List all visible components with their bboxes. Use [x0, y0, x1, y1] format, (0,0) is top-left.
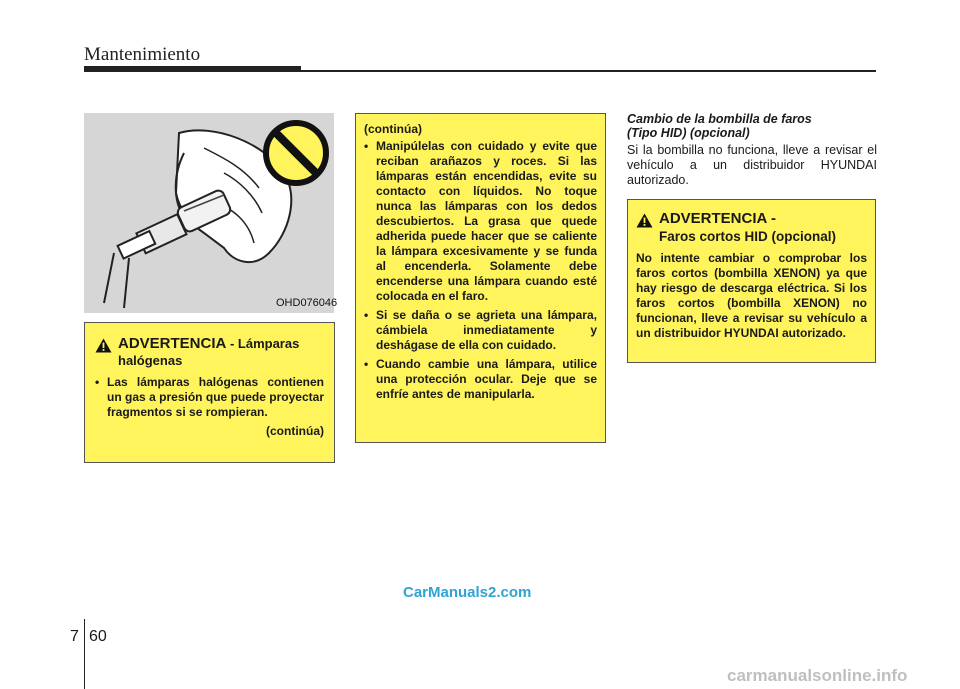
list-item: • Manipúlelas con cuidado y evite que reciban arañazos y roces. Si las lámparas están encendidas, evite su contacto con líquidos. No toque nunca las lámparas con los dedos descubiertos. La grasa que quede adherida puede hacer que se caliente la lámpara excesivamente y se funda al encenderla. Solamente debe encenderse una lámpara cuando esté colocada en el faro.: [364, 139, 597, 304]
warning-title-line2: Faros cortos HID (opcional): [659, 229, 837, 244]
chapter-number: 7: [70, 628, 79, 645]
warning-body: No intente cambiar o comprobar los faros cortos (bombilla XENON) ya que hay riesgo de descarga eléctrica. Si los faros cortos (bombilla XENON) no funcionan, lleve a revisar su vehículo a un distribuidor HYUNDAI autorizado.: [636, 251, 867, 340]
header-rule-thick: [84, 66, 301, 72]
warning-header: [95, 335, 324, 369]
footer-divider: [84, 619, 85, 689]
warning-bullet-list: [95, 375, 324, 420]
continue-label: (continúa): [266, 424, 324, 438]
warning-title: [118, 335, 299, 369]
warning-title: ADVERTENCIA -: [659, 210, 776, 227]
warning-title-line2: halógenas: [118, 353, 183, 368]
section-heading-line2: (Tipo HID) (opcional): [627, 126, 750, 140]
continued-label: (continúa): [364, 122, 422, 136]
footer-site-watermark: carmanualsonline.info: [727, 666, 908, 685]
warning-triangle-icon: [95, 338, 112, 353]
section-heading: [627, 112, 877, 140]
header-rule-thin: [301, 70, 876, 72]
warning-header: [636, 210, 867, 228]
prohibition-icon: [260, 117, 332, 189]
halogen-bulb-illustration: [84, 113, 334, 313]
watermark-link[interactable]: CarManuals2.com: [403, 584, 532, 601]
warning-bullet-list: [364, 139, 597, 402]
page-number: 60: [89, 628, 107, 645]
warning-title-main: ADVERTENCIA: [118, 335, 227, 352]
list-item: • Las lámparas halógenas contienen un gas a presión que puede proyectar fragmentos si se rompieran.: [95, 375, 324, 420]
warning-triangle-icon: [636, 213, 653, 228]
list-item: • Si se daña o se agrieta una lámpara, cámbiela inmediatamente y deshágase de ella con cuidado.: [364, 308, 597, 353]
page-header-title: Mantenimiento: [84, 44, 201, 65]
section-body: Si la bombilla no funciona, lleve a revisar el vehículo a un distribuidor HYUNDAI autorizado.: [627, 143, 877, 187]
warning-box-hid: [627, 199, 876, 363]
warning-box-halogen: [84, 322, 335, 463]
section-heading-line1: Cambio de la bombilla de faros: [627, 112, 812, 126]
list-item: • Cuando cambie una lámpara, utilice una protección ocular. Deje que se enfríe antes de manipularla.: [364, 357, 597, 402]
warning-title-suffix: - Lámparas: [226, 336, 300, 351]
warning-box-continued: [355, 113, 606, 443]
image-code: OHD076046: [276, 297, 338, 309]
